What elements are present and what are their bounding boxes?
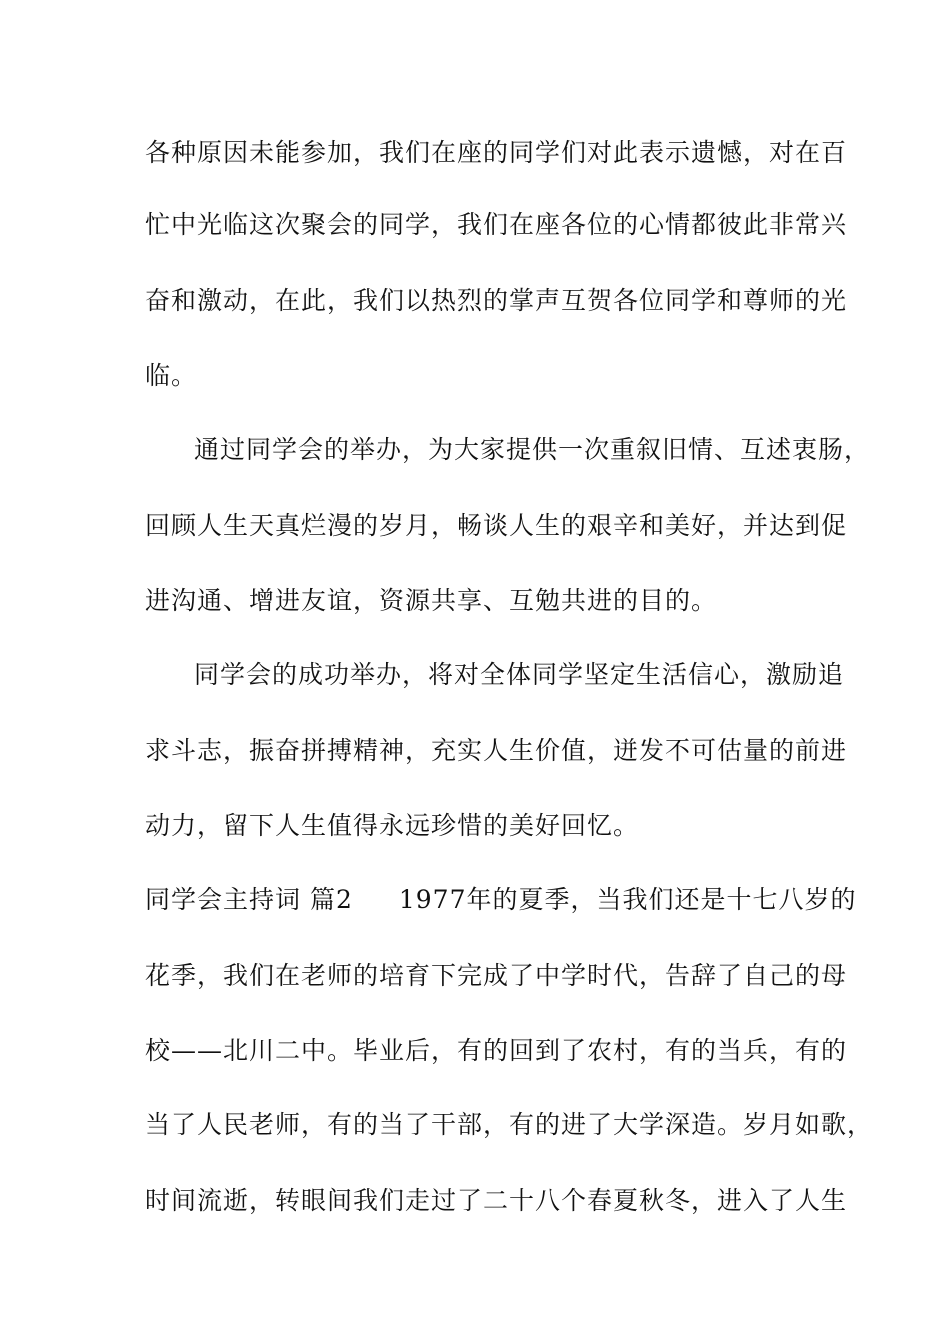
paragraph-line: 进沟通、增进友谊，资源共享、互勉共进的目的。 [145,586,718,615]
paragraph-line: 奋和激动，在此，我们以热烈的掌声互贺各位同学和尊师的光 [145,286,848,315]
section-heading-line [145,884,856,916]
paragraph-line: 动力，留下人生值得永远珍惜的美好回忆。 [145,811,640,840]
paragraph-line: 时间流逝，转眼间我们走过了二十八个春夏秋冬，进入了人生 [145,1186,848,1215]
paragraph-line: 临。 [145,361,198,390]
paragraph-line: 忙中光临这次聚会的同学，我们在座各位的心情都彼此非常兴 [145,210,848,239]
paragraph-line: 通过同学会的举办，为大家提供一次重叙旧情、互述衷肠， [194,435,871,464]
paragraph-line: 当了人民老师，有的当了干部，有的进了大学深造。岁月如歌， [145,1110,874,1139]
paragraph-line: 回顾人生天真烂漫的岁月，畅谈人生的艰辛和美好，并达到促 [145,511,848,540]
paragraph-line: 同学会的成功举办，将对全体同学坚定生活信心，激励追 [194,660,845,689]
paragraph-line: 各种原因未能参加，我们在座的同学们对此表示遗憾，对在百 [145,138,848,167]
paragraph-line: 求斗志，振奋拼搏精神，充实人生价值，迸发不可估量的前进 [145,736,848,765]
paragraph-line: 校——北川二中。毕业后，有的回到了农村，有的当兵，有的 [145,1036,848,1065]
paragraph-line: 1977年的夏季，当我们还是十七八岁的 [398,885,857,914]
section-heading: 同学会主持词 篇2 [145,885,353,914]
paragraph-line: 花季，我们在老师的培育下完成了中学时代，告辞了自己的母 [145,961,848,990]
